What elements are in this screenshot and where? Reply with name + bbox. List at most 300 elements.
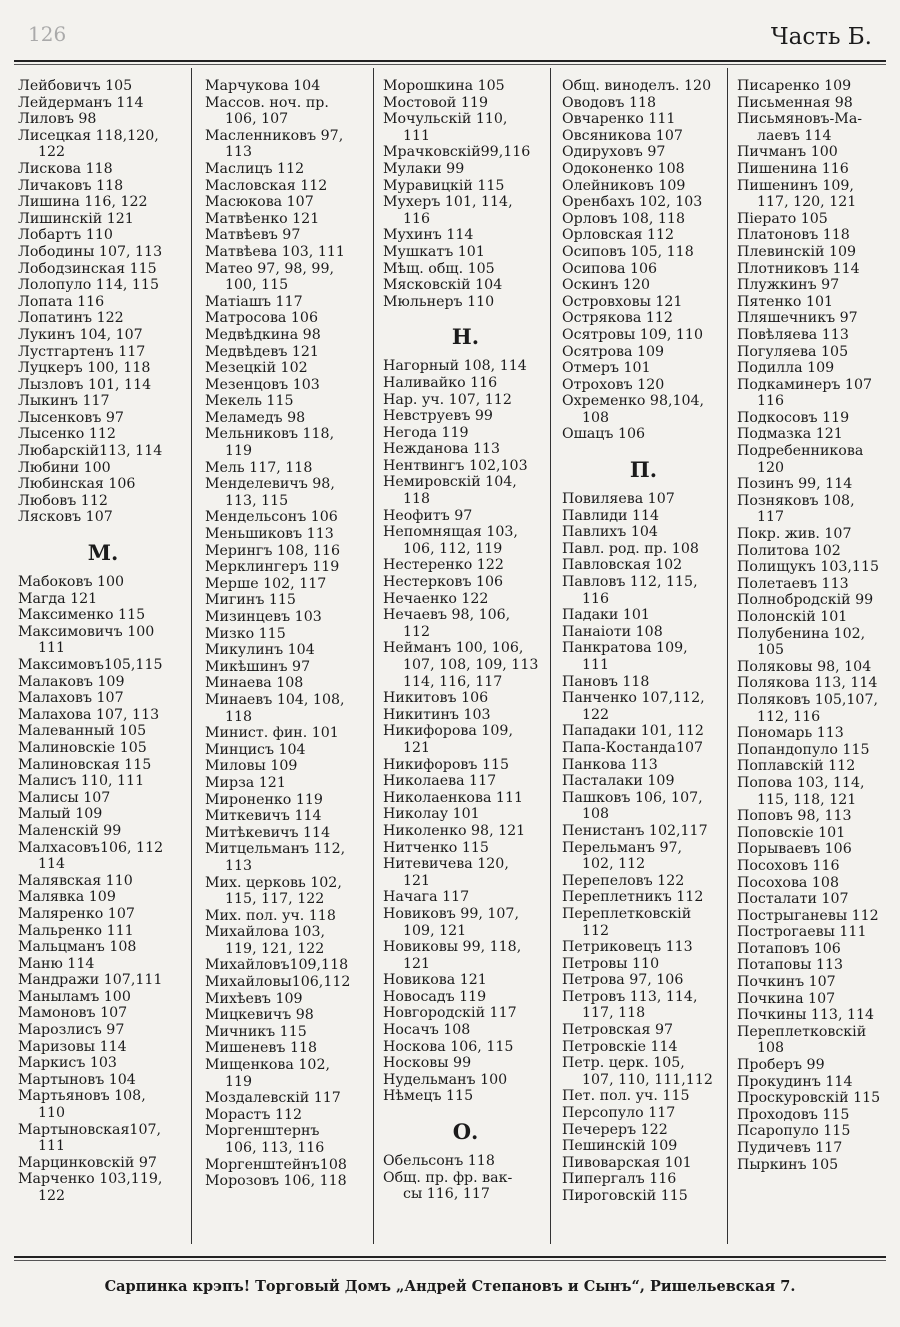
index-entry: Мюльнеръ 110 [383, 293, 495, 310]
index-entry: Новгородскій 117 [383, 1005, 517, 1022]
index-entry: Нежданова 113 [383, 441, 501, 458]
index-entry: Острякова 112 [562, 310, 673, 327]
section-letter: П. [629, 457, 658, 483]
index-entry: Лиловъ 98 [18, 111, 97, 128]
index-entry: Мироненко 119 [205, 791, 323, 808]
index-entry: Піерато 105 [737, 210, 828, 227]
index-entry: Малаховъ 107 [18, 690, 124, 707]
index-entry: Почкина 107 [737, 990, 836, 1007]
index-entry: Лисецкая 118,120, [18, 127, 159, 144]
index-entry: Порываевъ 106 [737, 841, 852, 858]
index-entry: Масленниковъ 97, [205, 127, 344, 144]
index-entry: Островховы 121 [562, 293, 683, 310]
index-entry: Петрова 97, 106 [562, 972, 684, 989]
index-entry: Мичникъ 115 [205, 1023, 307, 1040]
index-entry-continuation: 121 [403, 872, 431, 889]
index-entry-continuation: 116 [403, 210, 431, 227]
index-entry: Петровы 110 [562, 955, 660, 972]
index-entry: Мостовой 119 [383, 94, 488, 111]
index-entry: Николау 101 [383, 806, 480, 823]
index-entry: Псаропуло 115 [737, 1123, 851, 1140]
index-entry: Осиповъ 105, 118 [562, 243, 694, 260]
index-entry: Микулинъ 104 [205, 642, 315, 659]
index-column-4 [562, 78, 725, 1238]
index-entry-continuation: 109, 121 [403, 922, 467, 939]
index-entry-continuation: 116 [757, 393, 785, 410]
index-entry: Миловы 109 [205, 758, 298, 775]
index-entry: Никифоровъ 115 [383, 756, 510, 773]
index-entry: Плотниковъ 114 [737, 260, 860, 277]
index-entry: Погуляева 105 [737, 343, 849, 360]
index-entry-continuation: 105 [757, 642, 785, 659]
index-entry: Матіашъ 117 [205, 293, 303, 310]
index-entry: Матвѣевъ 97 [205, 227, 301, 244]
index-entry: Мухинъ 114 [383, 227, 474, 244]
index-entry: Минаевъ 104, 108, [205, 691, 345, 708]
index-entry-continuation: 108 [757, 1040, 785, 1057]
index-entry: Максимовъ105,115 [18, 657, 163, 673]
index-entry-continuation: 114 [38, 856, 66, 873]
index-entry: Масловская 112 [205, 177, 328, 194]
index-entry: Переплетковскій [562, 905, 692, 922]
index-entry: Пенистанъ 102,117 [562, 822, 708, 839]
index-entry: Мочульскій 110, [383, 111, 508, 128]
index-entry: Моргенштернъ [205, 1123, 320, 1140]
index-entry: Мизко 115 [205, 625, 286, 642]
index-entry: Посохова 108 [737, 874, 839, 891]
index-entry: Маленскій 99 [18, 822, 122, 839]
index-entry: Пет. пол. уч. 115 [562, 1088, 690, 1105]
index-entry-continuation: 117 [757, 509, 785, 526]
index-entry: Менделевичъ 98, [205, 476, 335, 493]
index-entry: Нудельманъ 100 [383, 1071, 508, 1088]
index-entry: Петриковецъ 113 [562, 939, 693, 956]
index-entry-continuation: 112, 116 [757, 708, 821, 725]
index-entry: Оренбахъ 102, 103 [562, 194, 703, 211]
index-entry: Петр. церк. 105, [562, 1055, 685, 1072]
index-entry: Личаковъ 118 [18, 177, 124, 194]
index-entry: Панченко 107,112, [562, 690, 705, 707]
index-entry-continuation: 111 [403, 127, 431, 144]
index-entry: Мартьяновъ 108, [18, 1088, 146, 1105]
index-entry: Мальцманъ 108 [18, 939, 137, 956]
index-entry: Пешинскій 109 [562, 1138, 678, 1155]
index-entry: Папа-Костанда107 [562, 739, 704, 756]
index-entry: Никитинъ 103 [383, 706, 491, 723]
index-entry: Марченко 103,119, [18, 1171, 163, 1188]
index-entry: Лукинъ 104, 107 [18, 326, 143, 343]
index-entry: Малый 109 [18, 806, 103, 823]
index-entry: Меньшиковъ 113 [205, 526, 334, 543]
index-entry: Пашковъ 106, 107, [562, 789, 703, 806]
index-entry-continuation: 111 [582, 657, 610, 673]
index-entry: Печереръ 122 [562, 1121, 668, 1138]
index-entry-continuation: 113, 115 [225, 492, 289, 509]
index-entry: Малахова 107, 113 [18, 706, 160, 723]
index-entry: Лобартъ 110 [18, 227, 113, 244]
index-entry: Мулаки 99 [383, 160, 465, 177]
index-entry: Михайловъ109,118 [205, 957, 349, 974]
index-entry: Павл. род. пр. 108 [562, 540, 699, 557]
index-entry: Лысенковъ 97 [18, 409, 124, 426]
index-entry: Падаки 101 [562, 607, 650, 624]
index-entry: Подкосовъ 119 [737, 409, 850, 426]
index-entry: Письмяновъ-Ма- [737, 111, 863, 128]
index-entry: Орловъ 108, 118 [562, 210, 685, 227]
index-entry: Олейниковъ 109 [562, 177, 686, 194]
index-entry: Никитовъ 106 [383, 690, 489, 707]
index-entry: Матео 97, 98, 99, [205, 260, 334, 277]
column-divider [373, 68, 374, 1244]
index-entry: Начага 117 [383, 889, 470, 906]
index-entry: Мельниковъ 118, [205, 426, 335, 443]
index-entry: Мартыновская107, [18, 1121, 162, 1138]
index-entry: Пападаки 101, 112 [562, 723, 704, 740]
index-entry: Лопатинъ 122 [18, 310, 124, 327]
index-entry: Мих. церковь 102, [205, 874, 342, 891]
index-entry: Новиковы 99, 118, [383, 939, 522, 956]
index-entry: Панаіоти 108 [562, 623, 663, 640]
index-entry: Марозлисъ 97 [18, 1022, 125, 1039]
section-letter: Н. [451, 324, 480, 350]
index-entry: Повѣляева 113 [737, 326, 849, 343]
index-entry: Проберъ 99 [737, 1057, 825, 1074]
index-entry: Малисъ 110, 111 [18, 773, 145, 790]
index-entry-continuation: 118 [225, 708, 253, 725]
index-entry: Поповъ 98, 113 [737, 808, 852, 825]
index-entry: Новиковъ 99, 107, [383, 905, 519, 922]
index-column-2 [205, 78, 371, 1238]
index-entry: Медвѣдкина 98 [205, 326, 321, 343]
index-entry: Негода 119 [383, 424, 469, 441]
index-entry-continuation: 117, 120, 121 [757, 194, 857, 211]
index-entry: Луцкеръ 100, 118 [18, 360, 151, 377]
index-entry: Максимовичъ 100 [18, 623, 155, 640]
index-entry-continuation: сы 116, 117 [403, 1186, 490, 1203]
index-entry: Маслицъ 112 [205, 160, 305, 177]
index-entry: Муравицкій 115 [383, 177, 505, 194]
index-entry: Поляковы 98, 104 [737, 658, 872, 675]
index-entry: Оскинъ 120 [562, 277, 650, 294]
index-entry: Посоховъ 116 [737, 857, 840, 874]
index-entry: Михайлова 103, [205, 924, 325, 941]
index-entry-continuation: 106, 113, 116 [225, 1140, 325, 1156]
index-entry: Николенко 98, 121 [383, 822, 526, 839]
index-entry: Нестеренко 122 [383, 557, 504, 574]
index-entry: Малхасовъ106, 112 [18, 839, 164, 856]
index-entry: Овчаренко 111 [562, 111, 676, 128]
index-entry-continuation: 111 [38, 640, 66, 657]
section-letter: М. [87, 540, 119, 566]
index-entry: Невструевъ 99 [383, 408, 493, 425]
column-divider [727, 68, 728, 1244]
index-entry: Марцинковскій 97 [18, 1154, 157, 1171]
index-entry: Морошкина 105 [383, 78, 505, 94]
index-entry: Нестерковъ 106 [383, 574, 504, 591]
section-letter: О. [452, 1119, 479, 1145]
index-entry: Платоновъ 118 [737, 227, 850, 244]
index-entry: Николаева 117 [383, 773, 497, 790]
index-entry: Мих. пол. уч. 118 [205, 907, 336, 924]
index-entry: Поплавскій 112 [737, 758, 856, 775]
index-entry: Носачъ 108 [383, 1022, 471, 1039]
index-entry: Нентвингъ 102,103 [383, 457, 528, 474]
index-entry: Мальренко 111 [18, 922, 134, 939]
index-entry: Миткевичъ 114 [205, 808, 322, 825]
index-entry: Мрачковскій99,116 [383, 144, 531, 161]
index-entry: Отроховъ 120 [562, 376, 665, 393]
index-entry: Полубенина 102, [737, 625, 866, 642]
index-entry: Лысенко 112 [18, 426, 116, 443]
index-entry: Моргенштейнъ108 [205, 1156, 347, 1173]
header-rule [14, 60, 886, 62]
index-entry: Политова 102 [737, 542, 841, 559]
index-entry: Прокудинъ 114 [737, 1073, 853, 1090]
index-entry: Маризовы 114 [18, 1038, 127, 1055]
index-entry: Посталати 107 [737, 891, 849, 908]
index-entry: Непомнящая 103, [383, 524, 518, 541]
index-entry: Маркисъ 103 [18, 1055, 117, 1072]
index-entry: Овсяникова 107 [562, 127, 683, 144]
index-entry: Морозовъ 106, 118 [205, 1173, 347, 1190]
index-entry: Малеванный 105 [18, 723, 147, 740]
index-entry: Переплетникъ 112 [562, 889, 704, 906]
index-entry: Мекель 115 [205, 393, 294, 410]
index-entry: Одируховъ 97 [562, 144, 666, 161]
index-entry: Мигинъ 115 [205, 592, 296, 609]
index-entry: Масюкова 107 [205, 194, 314, 211]
index-entry: Пляшечникъ 97 [737, 310, 858, 327]
index-entry: Осятрова 109 [562, 343, 665, 360]
index-entry: Мирза 121 [205, 774, 286, 791]
index-entry: Мизинцевъ 103 [205, 609, 322, 625]
index-entry-continuation: 116 [582, 590, 610, 607]
index-entry: Матросова 106 [205, 310, 318, 327]
index-entry: Лызловъ 101, 114 [18, 376, 152, 393]
index-entry-continuation: 111 [38, 1138, 66, 1155]
index-entry: Неофитъ 97 [383, 507, 473, 524]
index-entry: Петровскіе 114 [562, 1038, 678, 1055]
index-entry: Любини 100 [18, 459, 111, 476]
index-entry: Нѣмецъ 115 [383, 1088, 474, 1105]
index-column-1 [18, 78, 188, 1238]
index-entry: Пыркинъ 105 [737, 1156, 839, 1173]
index-entry: Любинская 106 [18, 476, 136, 493]
index-entry: Митцельманъ 112, [205, 841, 346, 858]
index-entry: Попандопуло 115 [737, 741, 870, 758]
index-entry: Мезецкій 102 [205, 360, 308, 377]
footer-advert: Сарпинка крэпъ! Торговый Домъ „Андрей Степановъ и Сынъ“, Ришельевская 7. [104, 1278, 796, 1295]
index-entry: Лустгартенъ 117 [18, 343, 146, 360]
index-entry-continuation: 108 [582, 806, 610, 823]
index-entry: Новикова 121 [383, 972, 487, 989]
index-entry: Позинъ 99, 114 [737, 476, 853, 493]
index-entry: Проскуровскій 115 [737, 1090, 881, 1107]
index-entry: Пудичевъ 117 [737, 1140, 843, 1156]
index-column-5 [737, 78, 897, 1238]
index-entry: Перепеловъ 122 [562, 872, 685, 889]
index-entry: Покр. жив. 107 [737, 526, 852, 543]
index-entry: Поповскіе 101 [737, 824, 846, 841]
index-entry: Панкова 113 [562, 756, 658, 773]
index-entry: Малявка 109 [18, 889, 116, 906]
index-entry: Подкаминеръ 107 [737, 376, 873, 393]
index-entry-continuation: 121 [403, 739, 431, 756]
index-entry: Мерклингеръ 119 [205, 559, 340, 576]
index-entry: Пишенина 116 [737, 160, 849, 177]
index-entry: Пивоварская 101 [562, 1154, 692, 1171]
index-entry: Мель 117, 118 [205, 459, 313, 476]
index-entry: Мѣщ. общ. 105 [383, 260, 495, 277]
index-entry: Матвѣева 103, 111 [205, 243, 345, 260]
index-entry: Мезенцовъ 103 [205, 376, 320, 393]
index-entry: Персопуло 117 [562, 1105, 676, 1122]
index-entry-continuation: 122 [582, 706, 610, 723]
part-label: Часть Б. [770, 24, 872, 50]
index-entry: Оводовъ 118 [562, 94, 657, 111]
index-entry-continuation: 119 [225, 1073, 253, 1090]
index-entry: Отмеръ 101 [562, 360, 651, 377]
index-entry: Построгаевы 111 [737, 924, 867, 941]
index-entry: Лопата 116 [18, 293, 105, 310]
index-entry: Мишеневъ 118 [205, 1040, 318, 1057]
index-entry-continuation: 112 [403, 623, 431, 640]
index-entry-continuation: 100, 115 [225, 277, 289, 294]
index-entry: Лясковъ 107 [18, 509, 113, 526]
footer-rule [14, 1256, 886, 1258]
header-rule-thin [14, 64, 886, 65]
index-entry: Почкины 113, 114 [737, 1007, 875, 1024]
column-divider [550, 68, 551, 1244]
index-entry: Нечаенко 122 [383, 590, 489, 607]
index-entry: Нар. уч. 107, 112 [383, 391, 512, 408]
index-column-3 [383, 78, 548, 1238]
index-entry: Пасталаки 109 [562, 773, 675, 790]
index-entry: Переплетковскій [737, 1023, 867, 1040]
index-entry: Лишинскій 121 [18, 210, 134, 227]
index-entry: Павловская 102 [562, 557, 683, 574]
index-entry-continuation: 113 [225, 857, 253, 874]
index-entry-continuation: 102, 112 [582, 856, 646, 873]
index-entry: Осипова 106 [562, 260, 658, 277]
index-entry: Лейбовичъ 105 [18, 78, 133, 94]
index-entry: Мерингъ 108, 116 [205, 542, 341, 559]
index-entry: Пановъ 118 [562, 673, 650, 690]
index-entry-continuation: 115, 118, 121 [757, 791, 857, 808]
index-entry: Морастъ 112 [205, 1106, 303, 1123]
index-entry-continuation: 106, 112, 119 [403, 540, 503, 557]
index-entry: Мушкатъ 101 [383, 243, 485, 260]
index-entry: Полищукъ 103,115 [737, 559, 879, 576]
index-entry: Лейдерманъ 114 [18, 94, 144, 111]
index-entry: Михѣевъ 109 [205, 990, 303, 1007]
index-entry-continuation: 121 [403, 955, 431, 972]
index-entry: Любовъ 112 [18, 492, 108, 509]
index-entry: Поляковъ 105,107, [737, 691, 878, 708]
index-entry-continuation: 113 [225, 144, 253, 161]
index-entry-continuation: 106, 107 [225, 111, 289, 128]
index-entry: Медвѣдевъ 121 [205, 343, 319, 360]
index-entry: Мартыновъ 104 [18, 1071, 136, 1088]
index-entry: Лолопуло 114, 115 [18, 277, 159, 294]
index-entry-continuation: 120 [757, 459, 785, 476]
index-entry: Пироговскій 115 [562, 1188, 688, 1204]
index-entry: Минцисъ 104 [205, 741, 306, 758]
index-entry: Охременко 98,104, [562, 393, 705, 410]
index-entry: Мендельсонъ 106 [205, 509, 338, 526]
index-entry: Лыкинъ 117 [18, 393, 110, 410]
index-entry: Массов. ноч. пр. [205, 94, 329, 111]
index-entry: Одоконенко 108 [562, 160, 685, 177]
index-entry: Носковы 99 [383, 1055, 472, 1072]
index-entry: Носкова 106, 115 [383, 1038, 514, 1055]
index-entry: Попова 103, 114, [737, 774, 865, 791]
page-number: 126 [28, 22, 67, 46]
index-entry-continuation: 112 [582, 922, 610, 939]
index-entry: Михайловы106,112 [205, 974, 351, 991]
index-entry: Нитченко 115 [383, 839, 489, 856]
index-entry: Мищенкова 102, [205, 1057, 330, 1074]
index-entry: Павлихъ 104 [562, 524, 658, 541]
index-entry: Плужкинъ 97 [737, 277, 840, 294]
index-entry: Нагорный 108, 114 [383, 358, 527, 375]
index-entry: Маляренко 107 [18, 905, 135, 922]
index-entry: Мицкевичъ 98 [205, 1007, 314, 1024]
index-entry-continuation: 107, 108, 109, 113 [403, 657, 539, 673]
index-entry: Нейманъ 100, 106, [383, 640, 524, 657]
index-entry: Петровская 97 [562, 1022, 674, 1039]
index-entry-continuation: 117, 118 [582, 1005, 646, 1022]
index-entry: Потаповъ 106 [737, 940, 841, 957]
index-entry: Пономарь 113 [737, 725, 844, 742]
index-entry: Микѣшинъ 97 [205, 658, 311, 675]
index-entry: Петровъ 113, 114, [562, 988, 698, 1005]
index-entry: Письменная 98 [737, 94, 853, 111]
index-entry: Матвѣенко 121 [205, 210, 320, 227]
index-entry: Лискова 118 [18, 160, 113, 177]
index-entry: Полнобродскій 99 [737, 592, 874, 609]
index-entry-continuation: 114, 116, 117 [403, 673, 503, 690]
index-entry: Почкинъ 107 [737, 974, 836, 991]
index-entry: Марчукова 104 [205, 78, 321, 94]
index-entry-continuation: 108 [582, 409, 610, 426]
index-entry-continuation: 118 [403, 491, 431, 508]
index-entry: Мандражи 107,111 [18, 972, 163, 989]
index-entry: Магда 121 [18, 590, 98, 607]
index-entry: Общ. пр. фр. вак- [383, 1169, 513, 1186]
index-entry: Малиновская 115 [18, 756, 152, 773]
index-entry: Немировскій 104, [383, 474, 517, 491]
footer-rule-thin [14, 1260, 886, 1261]
index-entry: Минаева 108 [205, 675, 304, 692]
index-entry: Николаенкова 111 [383, 789, 524, 806]
index-entry: Пичманъ 100 [737, 144, 838, 161]
index-entry: Подребенникова [737, 443, 864, 460]
index-entry: Нитевичева 120, [383, 856, 509, 873]
index-entry: Лободины 107, 113 [18, 243, 163, 260]
index-entry: Мабоковъ 100 [18, 574, 125, 591]
index-entry: Наливайко 116 [383, 374, 498, 391]
index-entry: Нечаевъ 98, 106, [383, 607, 511, 624]
index-entry: Никифорова 109, [383, 723, 513, 740]
index-entry: Малаковъ 109 [18, 673, 125, 690]
index-entry: Полякова 113, 114 [737, 675, 878, 692]
index-entry-continuation: 119, 121, 122 [225, 940, 325, 957]
index-entry: Осятровы 109, 110 [562, 326, 703, 343]
index-entry: Повиляева 107 [562, 491, 675, 508]
index-entry: Пишенинъ 109, [737, 177, 854, 194]
index-entry: Ошацъ 106 [562, 426, 646, 443]
